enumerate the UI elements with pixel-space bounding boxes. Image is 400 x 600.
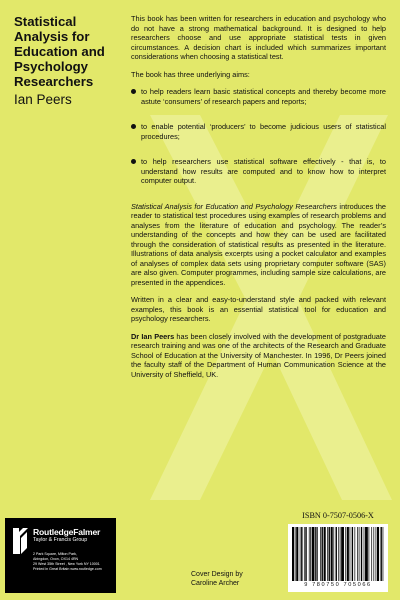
aim-text: to help readers learn basic statistical concepts and thereby become more astute ‘consumers’ of research papers and reports;	[141, 87, 386, 106]
aim-item	[131, 87, 386, 114]
aim-item	[131, 157, 386, 194]
barcode-bar	[352, 527, 353, 581]
publisher-group: Taylor & Francis Group	[33, 537, 88, 543]
publisher-logo-icon	[10, 526, 30, 556]
barcode	[288, 524, 388, 592]
barcode-bar	[338, 527, 339, 581]
barcode-bar	[310, 527, 311, 581]
barcode-bar	[376, 527, 377, 581]
barcode-bar	[355, 527, 356, 581]
barcode-bar	[305, 527, 306, 581]
book-author: Ian Peers	[14, 92, 72, 107]
barcode-bar	[373, 527, 374, 581]
barcode-bar	[383, 527, 384, 581]
bullet-icon	[131, 124, 136, 129]
address-line: 29 West 35th Street , New York NY 10001	[33, 562, 100, 566]
aim-text: to enable potential ‘producers’ to become judicious users of statistical procedures;	[141, 122, 386, 141]
barcode-bar	[292, 527, 294, 581]
author-bio	[131, 332, 386, 380]
barcode-bar	[324, 527, 326, 581]
address-line: Printed in Great Britain www.routledge.com	[33, 567, 102, 571]
barcode-bar	[300, 527, 301, 581]
description-text: introduces the reader to statistical test procedures using examples of research problems and analyses from the literature of education and psychology. The reader’s understanding of the concepts and how they can be used are facilitated through the consideration of statistical results as presented in the literature. Illustrations of data analysis excerpts using a pocket calculator and examples of analyses of complex data sets using proprietary computer software (SAS) are also given. Computer programmes, including sample size calculations, are presented in the appendices.	[131, 201, 386, 287]
barcode-bar	[320, 527, 321, 581]
barcode-bar	[364, 527, 365, 581]
publisher-name: RoutledgeFalmer	[33, 527, 101, 537]
barcode-bar	[350, 527, 351, 581]
barcode-bar	[333, 527, 334, 581]
description-paragraph	[131, 202, 386, 288]
cover-blurb	[131, 14, 386, 387]
barcode-bar	[295, 527, 296, 581]
barcode-number: 9 780750 705066	[304, 582, 372, 588]
barcode-bar	[359, 527, 360, 581]
barcode-bar	[357, 527, 358, 581]
barcode-bar	[327, 527, 328, 581]
barcode-bar	[331, 527, 333, 581]
barcode-bar	[317, 527, 318, 581]
barcode-bar	[336, 527, 337, 581]
barcode-bar	[301, 527, 302, 581]
bio-author-name: Dr Ian Peers	[131, 331, 175, 341]
barcode-bar	[296, 527, 298, 581]
barcode-bar	[304, 527, 305, 581]
bio-text: has been closely involved with the development of postgraduate research training and was one of the architects of the Research and Graduate School of Education at the University of Manchester. In 1996, Dr Peers joined the faculty staff of the Department of Human Communication Science at the University of Sheffield, UK.	[131, 331, 386, 379]
isbn-label: ISBN 0-7507-0506-X	[302, 511, 374, 520]
publisher-block	[5, 518, 116, 593]
blurb-intro: This book has been written for researchers in education and psychology who do not have a strong mathematical background. It is designed to help researchers choose and use appropriate statistical tests in given circumstances. A decision chart is included which summarizes important considerations when choosing a statistical test.	[131, 14, 386, 61]
barcode-bar	[361, 527, 362, 581]
description-book-title: Statistical Analysis for Education and Psychology Researchers	[131, 201, 337, 211]
barcode-bar	[365, 527, 368, 581]
barcode-bar	[309, 527, 310, 581]
aims-heading: The book has three underlying aims:	[131, 69, 250, 79]
barcode-bar	[380, 527, 381, 581]
barcode-bar	[347, 527, 349, 581]
barcode-bar	[329, 527, 330, 581]
summary-paragraph: Written in a clear and easy-to-understand style and packed with relevant examples, this book is an essential statistical tool for education and psychology researchers.	[131, 295, 386, 323]
cover-design-credit	[191, 570, 281, 588]
barcode-bar	[315, 527, 316, 581]
barcode-bars	[292, 527, 384, 581]
bullet-icon	[131, 89, 136, 94]
cover-design-label: Cover Design by	[191, 571, 243, 578]
barcode-bar	[371, 527, 372, 581]
barcode-bar	[340, 527, 341, 581]
book-title: Statistical Analysis for Education and Psychology Researchers	[14, 14, 105, 89]
barcode-bar	[377, 527, 379, 581]
barcode-bar	[322, 527, 323, 581]
aim-text: to help researchers use statistical software effectively - that is, to understand how results are computed and to know how to interpret computer output.	[141, 157, 386, 185]
publisher-address	[33, 552, 113, 572]
address-line: 2 Park Square, Milton Park,	[33, 552, 77, 556]
bullet-icon	[131, 159, 136, 164]
barcode-bar	[345, 527, 346, 581]
cover-designer-name: Caroline Archer	[191, 580, 240, 587]
barcode-bar	[312, 527, 315, 581]
address-line: Abingdon, Oxon, OX14 4RN	[33, 557, 79, 561]
aim-item	[131, 122, 386, 149]
barcode-bar	[369, 527, 370, 581]
barcode-bar	[341, 527, 344, 581]
